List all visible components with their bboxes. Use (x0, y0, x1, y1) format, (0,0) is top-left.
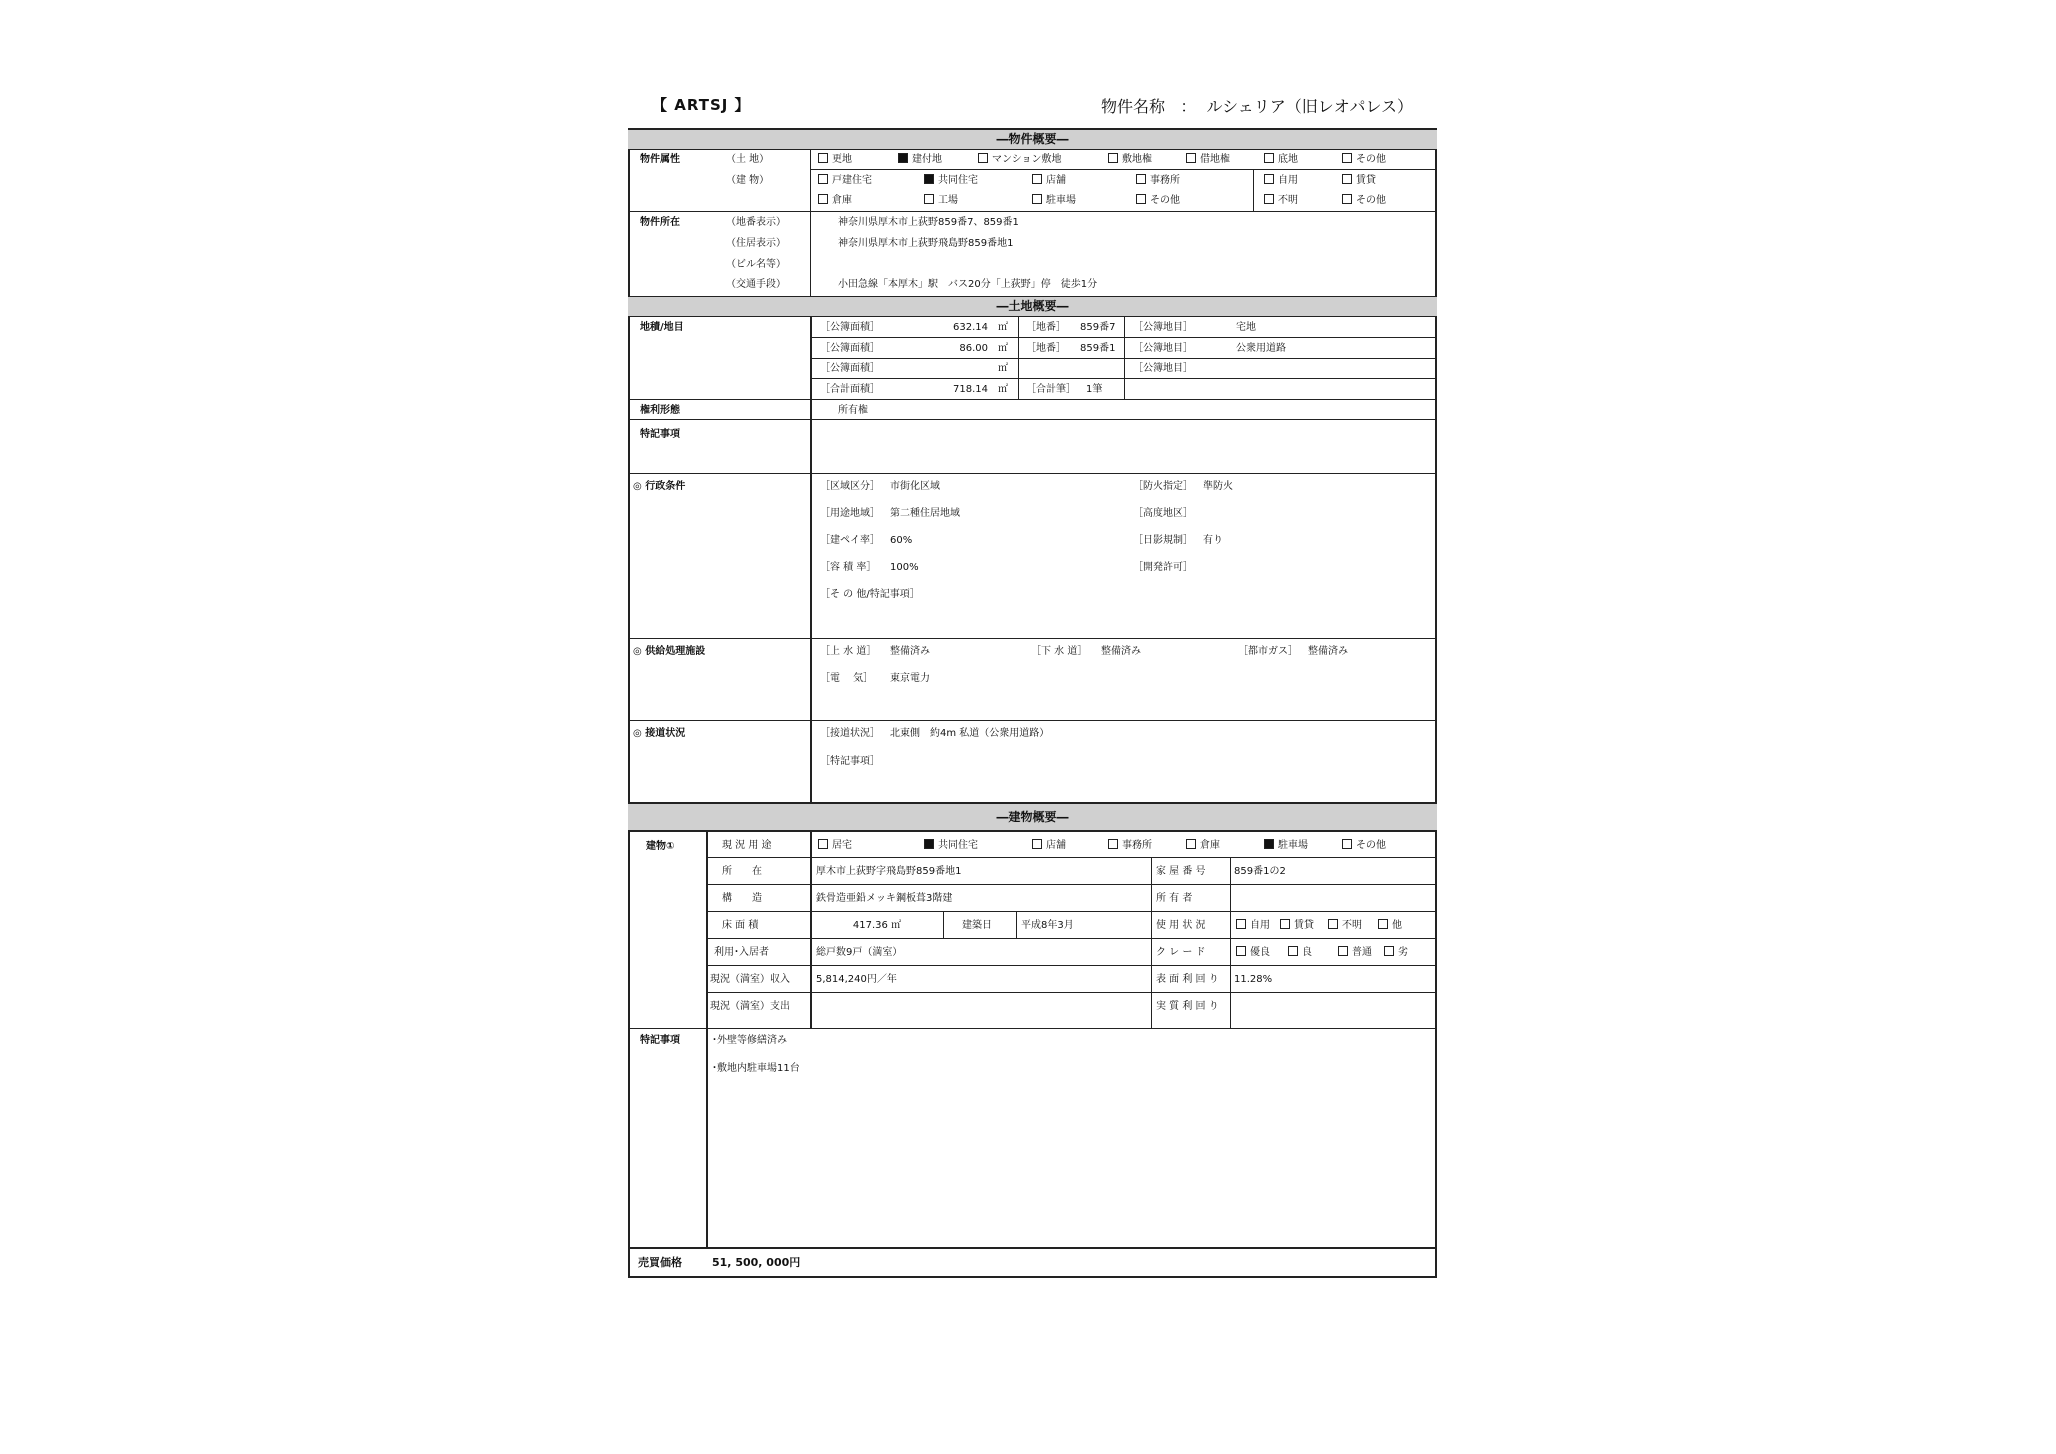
bldg-tenant-label: 利用･入居者 (714, 947, 769, 958)
zone-label: ［区域区分］ (820, 481, 880, 492)
land-attr-option-label: 建付地 (912, 154, 942, 165)
unchecked-box-icon (1342, 174, 1352, 184)
location-label: 物件所在 (640, 217, 680, 228)
bldg-use-option (924, 839, 978, 852)
land-attr-option-label: 更地 (832, 154, 852, 165)
bldg-built: 平成8年3月 (1021, 920, 1074, 931)
land-total-lot-label: ［合計筆］ (1026, 384, 1076, 395)
land-total-lot: 1筆 (1086, 384, 1103, 395)
bldg-grade-option (1338, 946, 1372, 959)
property-name-sep: ： (1180, 97, 1197, 116)
unchecked-box-icon (1264, 174, 1274, 184)
bldg-use-option-label: 事務所 (1122, 840, 1152, 851)
road-label: ◎ 接道状況 (633, 728, 686, 739)
unchecked-box-icon (1288, 946, 1298, 956)
unchecked-box-icon (1378, 919, 1388, 929)
bldg-use-option (1108, 839, 1152, 852)
land-row-area-label: ［公簿面積］ (820, 322, 880, 333)
unchecked-box-icon (1236, 919, 1246, 929)
bldg-attr-option-label: 事務所 (1150, 175, 1180, 186)
bldg-status-option-label: 自用 (1250, 920, 1270, 931)
bldg-gross-label: 表 面 利 回 り (1156, 974, 1219, 985)
land-attr-option-label: 敷地権 (1122, 154, 1152, 165)
road-status-value: 北東側 約4m 私道（公衆用道路） (890, 728, 1050, 739)
land-total-unit: ㎡ (998, 384, 1008, 395)
land-row-cat: 宅地 (1236, 322, 1256, 333)
bldg-net-label: 実 質 利 回 り (1156, 1001, 1219, 1012)
use-zone-label: ［用途地域］ (820, 508, 880, 519)
land-total-label: ［合計面積］ (820, 384, 880, 395)
bldg-owner-label: 所 有 者 (1156, 893, 1193, 904)
bldg-use-option (818, 839, 852, 852)
bldg-income-label: 現況（満室）収入 (710, 974, 790, 985)
bldg-grade-option-label: 良 (1302, 947, 1312, 958)
location-building-label: （ビル名等） (726, 259, 786, 270)
far-label: ［容 積 率］ (820, 562, 877, 573)
land-attr-option (818, 153, 852, 166)
bldg-status-option-label: 不明 (1342, 920, 1362, 931)
land-row-cat-label: ［公簿地目］ (1133, 363, 1193, 374)
unchecked-box-icon (1032, 174, 1042, 184)
bldg-use-option (1342, 839, 1386, 852)
bldg-struct-label: 構 造 (722, 893, 762, 904)
elec-label: ［電 気］ (820, 673, 874, 684)
bldg-built-label: 建築日 (962, 920, 992, 931)
bldg-status-option (1280, 919, 1314, 932)
attr-land-label: （土 地） (726, 154, 770, 165)
use-option-label: 賃貸 (1356, 175, 1376, 186)
attr-label: 物件属性 (640, 154, 680, 165)
location-transport: 小田急線「本厚木」駅 バス20分「上荻野」停 徒歩1分 (838, 279, 1098, 290)
land-attr-option (1108, 153, 1152, 166)
bldg-expense-label: 現況（満室）支出 (710, 1001, 790, 1012)
dev-label: ［開発許可］ (1133, 562, 1193, 573)
unchecked-box-icon (1186, 839, 1196, 849)
bldg-grade-option-label: 普通 (1352, 947, 1372, 958)
bldg-tenant: 総戸数9戸（満室） (816, 947, 903, 958)
price-label: 売買価格 (638, 1256, 682, 1269)
use-option (1264, 174, 1298, 187)
bldg-note-1: ･外壁等修繕済み (712, 1035, 787, 1046)
unchecked-box-icon (924, 194, 934, 204)
unchecked-box-icon (1032, 839, 1042, 849)
bldg-notes-label: 特記事項 (640, 1035, 680, 1046)
unchecked-box-icon (1328, 919, 1338, 929)
shadow-value: 有り (1203, 535, 1223, 546)
land-attr-option (1186, 153, 1230, 166)
unchecked-box-icon (1236, 946, 1246, 956)
land-row-lot-label: ［地番］ (1026, 322, 1066, 333)
land-row-lot-label: ［地番］ (1026, 342, 1066, 354)
land-area-label: 地積/地目 (640, 322, 684, 333)
unchecked-box-icon (1108, 153, 1118, 163)
rights-value: 所有権 (838, 405, 868, 416)
unchecked-box-icon (1032, 194, 1042, 204)
bldg-use-option (1264, 839, 1308, 852)
bldg-floor: 417.36 ㎡ (852, 920, 902, 931)
elec-value: 東京電力 (890, 673, 930, 684)
document-header (628, 92, 1437, 122)
land-row-unit: ㎡ (998, 322, 1008, 333)
sewer-label: ［下 水 道］ (1031, 646, 1088, 657)
bldg-grade-option-label: 優良 (1250, 947, 1270, 958)
section-building: ―建物概要― (628, 804, 1437, 830)
use-option-label: その他 (1356, 195, 1386, 206)
bldg-houseno-label: 家 屋 番 号 (1156, 866, 1206, 877)
checked-box-icon (924, 839, 934, 849)
bldg-attr-option-label: その他 (1150, 195, 1180, 206)
bldg-attr-option-label: 倉庫 (832, 195, 852, 206)
checked-box-icon (924, 174, 934, 184)
bldg-status-option (1236, 919, 1270, 932)
section-outline: ―物件概要― (628, 130, 1437, 149)
land-row-area-label: ［公簿面積］ (820, 342, 880, 354)
admin-label: ◎ 行政条件 (633, 481, 686, 492)
unchecked-box-icon (1186, 153, 1196, 163)
location-address: 神奈川県厚木市上荻野飛島野859番地1 (838, 238, 1014, 249)
bldg-income: 5,814,240円／年 (816, 974, 897, 985)
bldg-grade-option-label: 劣 (1398, 947, 1408, 958)
land-row-area-label: ［公簿面積］ (820, 363, 880, 374)
bldg-use-option (1186, 839, 1220, 852)
unchecked-box-icon (1342, 194, 1352, 204)
admin-other-label: ［そ の 他/特記事項］ (820, 589, 920, 600)
use-option (1342, 194, 1386, 207)
unchecked-box-icon (1136, 174, 1146, 184)
building-label: 建物① (646, 841, 675, 852)
property-name-label: 物件名称 (1101, 97, 1166, 116)
bldg-struct: 鉄骨造亜鉛メッキ鋼板葺3階建 (816, 893, 953, 904)
bldg-attr-option (1032, 194, 1076, 207)
land-attr-option-label: マンション敷地 (992, 154, 1062, 165)
bldg-grade-option (1288, 946, 1312, 959)
bldg-status-option-label: 賃貸 (1294, 920, 1314, 931)
use-option (1342, 174, 1376, 187)
location-lot-label: （地番表示） (726, 217, 786, 228)
bldg-status-label: 使 用 状 況 (1156, 920, 1206, 931)
bldg-attr-option (1032, 174, 1066, 187)
shadow-label: ［日影規制］ (1133, 535, 1193, 546)
checked-box-icon (1264, 839, 1274, 849)
unchecked-box-icon (978, 153, 988, 163)
bldg-attr-option (1136, 174, 1180, 187)
unchecked-box-icon (818, 174, 828, 184)
unchecked-box-icon (818, 194, 828, 204)
bldg-attr-option-label: 戸建住宅 (832, 175, 872, 186)
land-row-cat-label: ［公簿地目］ (1133, 342, 1193, 354)
bldg-attr-option-label: 共同住宅 (938, 175, 978, 186)
land-row-unit: ㎡ (998, 342, 1008, 354)
bldg-attr-option (818, 174, 872, 187)
use-zone-value: 第二種住居地域 (890, 508, 960, 519)
bldg-use-option-label: 倉庫 (1200, 840, 1220, 851)
unchecked-box-icon (818, 153, 828, 163)
water-label: ［上 水 道］ (820, 646, 877, 657)
price-value: 51, 500, 000円 (712, 1256, 801, 1269)
land-total: 718.14 (953, 384, 988, 395)
use-option (1264, 194, 1298, 207)
land-row-lot: 859番1 (1080, 342, 1116, 354)
land-row-unit: ㎡ (998, 363, 1008, 374)
bcr-value: 60% (890, 535, 913, 546)
property-sheet (628, 128, 1437, 1278)
bldg-use-option-label: 共同住宅 (938, 840, 978, 851)
land-attr-option (898, 153, 942, 166)
bldg-attr-option-label: 店舗 (1046, 175, 1066, 186)
use-option-label: 不明 (1278, 195, 1298, 206)
unchecked-box-icon (1264, 153, 1274, 163)
bldg-use-option-label: その他 (1356, 840, 1386, 851)
bldg-attr-option (818, 194, 852, 207)
location-transport-label: （交通手段） (726, 279, 786, 290)
road-status-label: ［接道状況］ (820, 728, 880, 739)
bldg-use-option-label: 店舗 (1046, 840, 1066, 851)
sewer-value: 整備済み (1101, 646, 1141, 657)
checked-box-icon (898, 153, 908, 163)
land-row-area: 632.14 (953, 322, 988, 333)
bldg-status-option-label: 他 (1392, 920, 1402, 931)
bldg-grade-label: ク レ ー ド (1156, 947, 1206, 958)
bldg-use-option-label: 居宅 (832, 840, 852, 851)
unchecked-box-icon (1280, 919, 1290, 929)
bldg-grade-option (1236, 946, 1270, 959)
unchecked-box-icon (818, 839, 828, 849)
bldg-houseno: 859番1の2 (1234, 866, 1286, 877)
bldg-gross: 11.28% (1234, 974, 1273, 985)
bldg-attr-option-label: 工場 (938, 195, 958, 206)
bldg-attr-option (924, 194, 958, 207)
land-attr-option (1342, 153, 1386, 166)
land-row-cat-label: ［公簿地目］ (1133, 322, 1193, 333)
bldg-addr-label: 所 在 (722, 866, 762, 877)
unchecked-box-icon (1338, 946, 1348, 956)
bldg-status-option (1378, 919, 1402, 932)
land-attr-option (978, 153, 1062, 166)
land-row-lot: 859番7 (1080, 322, 1116, 333)
unchecked-box-icon (1384, 946, 1394, 956)
property-name: ルシェリア（旧レオパレス） (1206, 97, 1413, 116)
unchecked-box-icon (1342, 153, 1352, 163)
land-attr-option (1264, 153, 1298, 166)
land-attr-option-label: その他 (1356, 154, 1386, 165)
unchecked-box-icon (1108, 839, 1118, 849)
land-row-area: 86.00 (959, 342, 988, 354)
height-label: ［高度地区］ (1133, 508, 1193, 519)
water-value: 整備済み (890, 646, 930, 657)
bldg-use-option (1032, 839, 1066, 852)
bldg-use-label: 現 況 用 途 (722, 840, 772, 851)
supply-label: ◎ 供給処理施設 (633, 646, 706, 657)
bldg-attr-option (924, 174, 978, 187)
rights-label: 権利形態 (640, 405, 680, 416)
land-attr-option-label: 底地 (1278, 154, 1298, 165)
land-notes-label: 特記事項 (640, 429, 680, 440)
bcr-label: ［建ペイ率］ (820, 535, 880, 546)
land-attr-option-label: 借地権 (1200, 154, 1230, 165)
bldg-use-option-label: 駐車場 (1278, 840, 1308, 851)
unchecked-box-icon (1264, 194, 1274, 204)
fire-value: 準防火 (1203, 481, 1233, 492)
bldg-floor-label: 床 面 積 (722, 920, 759, 931)
far-value: 100% (890, 562, 919, 573)
bldg-note-2: ･敷地内駐車場11台 (712, 1063, 800, 1074)
road-notes-label: ［特記事項］ (820, 756, 880, 767)
bldg-addr: 厚木市上荻野字飛島野859番地1 (816, 866, 962, 877)
bldg-status-option (1328, 919, 1362, 932)
unchecked-box-icon (1136, 194, 1146, 204)
section-land: ―土地概要― (628, 297, 1437, 316)
gas-value: 整備済み (1308, 646, 1348, 657)
bldg-attr-option-label: 駐車場 (1046, 195, 1076, 206)
zone-value: 市街化区域 (890, 481, 940, 492)
company-name: 【 ARTSJ 】 (652, 96, 751, 114)
use-option-label: 自用 (1278, 175, 1298, 186)
fire-label: ［防火指定］ (1133, 481, 1193, 492)
attr-bldg-label: （建 物） (726, 175, 770, 186)
location-lot: 神奈川県厚木市上荻野859番7、859番1 (838, 217, 1019, 228)
location-address-label: （住居表示） (726, 238, 786, 249)
bldg-grade-option (1384, 946, 1408, 959)
bldg-attr-option (1136, 194, 1180, 207)
land-row-cat: 公衆用道路 (1236, 342, 1286, 354)
property-name-line (1101, 94, 1413, 117)
gas-label: ［都市ガス］ (1238, 646, 1298, 657)
unchecked-box-icon (1342, 839, 1352, 849)
